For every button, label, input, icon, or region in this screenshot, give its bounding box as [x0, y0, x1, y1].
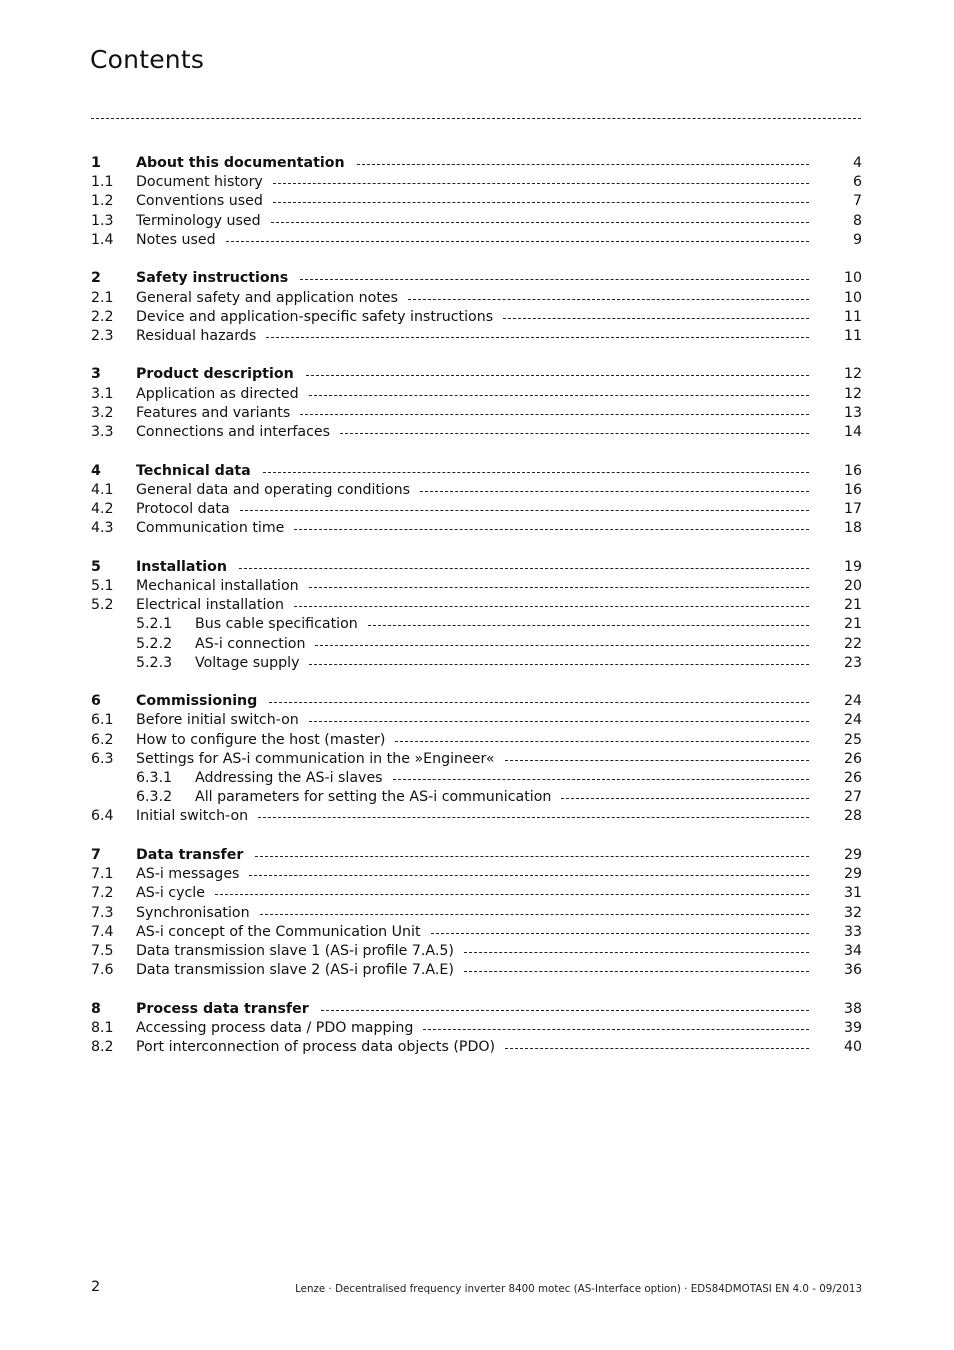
- toc-entry-number: 6.1: [91, 712, 114, 729]
- toc-entry-number: 7.2: [91, 885, 114, 902]
- toc-entry-title-wrap: [136, 1019, 809, 1038]
- toc-dashed-leader: [294, 606, 809, 607]
- toc-dashed-leader: [273, 202, 809, 203]
- toc-dashed-leader: [260, 914, 809, 915]
- toc-dashed-leader: [271, 222, 809, 223]
- toc-entry-title-wrap: [136, 327, 809, 346]
- title-dashed-rule: [91, 118, 861, 119]
- toc-entry-number: 5.1: [91, 577, 114, 594]
- toc-entry-title: Notes used: [136, 231, 216, 248]
- toc-entry-page: 11: [843, 308, 862, 325]
- toc-entry-number: 4.1: [91, 481, 114, 498]
- toc-entry[interactable]: [91, 711, 862, 730]
- toc-dashed-leader: [226, 241, 809, 242]
- toc-entry-page: 13: [843, 404, 862, 421]
- toc-entry-page: 6: [852, 174, 862, 191]
- toc-entry-number: 6.4: [91, 808, 114, 825]
- toc-dashed-leader: [321, 1010, 809, 1011]
- toc-dashed-leader: [269, 702, 809, 703]
- toc-dashed-leader: [300, 414, 809, 415]
- toc-entry-title: Conventions used: [136, 193, 263, 210]
- toc-dashed-leader: [306, 375, 809, 376]
- toc-dashed-leader: [464, 971, 809, 972]
- toc-entry[interactable]: [91, 961, 862, 980]
- toc-entry[interactable]: [91, 173, 862, 192]
- toc-entry-title-wrap: [136, 173, 809, 192]
- toc-dashed-leader: [505, 1048, 809, 1049]
- toc-entry-title: How to configure the host (master): [136, 731, 386, 748]
- toc-entry-title: Application as directed: [136, 385, 299, 402]
- toc-dashed-leader: [309, 664, 809, 665]
- toc-dashed-leader: [395, 741, 809, 742]
- toc-entry-page: 22: [843, 635, 862, 652]
- toc-dashed-leader: [240, 510, 809, 511]
- toc-dashed-leader: [315, 645, 809, 646]
- toc-entry-title-wrap: [136, 596, 809, 615]
- table-of-contents: [91, 154, 862, 1057]
- toc-entry-title: Product description: [136, 366, 294, 383]
- toc-entry-title-wrap: [136, 192, 809, 211]
- toc-entry-page: 26: [843, 750, 862, 767]
- toc-entry[interactable]: [91, 942, 862, 961]
- toc-entry-page: 33: [843, 923, 862, 940]
- toc-entry[interactable]: [91, 769, 862, 788]
- toc-entry-page: 39: [843, 1019, 862, 1036]
- toc-entry-title-wrap: [136, 846, 809, 865]
- toc-entry-number: 6.3.2: [136, 789, 173, 806]
- toc-dashed-leader: [255, 856, 809, 857]
- toc-entry-number: 2.3: [91, 327, 114, 344]
- toc-dashed-leader: [215, 894, 809, 895]
- toc-entry-title: General safety and application notes: [136, 289, 399, 306]
- toc-entry-title-wrap: [136, 1000, 809, 1019]
- toc-dashed-leader: [408, 299, 809, 300]
- toc-entry[interactable]: [91, 481, 862, 500]
- toc-dashed-leader: [266, 337, 809, 338]
- footer-text: Lenze · Decentralised frequency inverter 8400 motec (AS-Interface option) · EDS84DMOTASI EN 4.0 - 09/2013: [295, 1283, 862, 1295]
- toc-entry-title: Addressing the AS-i slaves: [195, 770, 383, 787]
- toc-entry-page: 40: [843, 1039, 862, 1056]
- page-title: Contents: [90, 44, 205, 74]
- toc-entry-number: 7: [91, 846, 101, 863]
- toc-entry[interactable]: [91, 904, 862, 923]
- toc-entry-page: 12: [843, 385, 862, 402]
- toc-entry-number: 3.3: [91, 424, 114, 441]
- toc-entry-title: Settings for AS-i communication in the »Engineer«: [136, 750, 495, 767]
- toc-entry-title: Accessing process data / PDO mapping: [136, 1019, 414, 1036]
- toc-entry-title: All parameters for setting the AS-i communication: [195, 789, 552, 806]
- toc-entry-page: 36: [843, 962, 862, 979]
- toc-entry-title-wrap: [136, 904, 809, 923]
- toc-entry-title-wrap: [136, 462, 809, 481]
- toc-entry-title-wrap: [136, 711, 809, 730]
- toc-entry-title: About this documentation: [136, 155, 345, 171]
- toc-entry-number: 3.1: [91, 385, 114, 402]
- toc-dashed-leader: [420, 491, 809, 492]
- toc-chapter-entry[interactable]: [91, 154, 862, 173]
- toc-dashed-leader: [561, 798, 809, 799]
- toc-entry[interactable]: [91, 884, 862, 903]
- toc-entry[interactable]: [91, 423, 862, 442]
- toc-entry-number: 2.2: [91, 308, 114, 325]
- toc-entry-title: Process data transfer: [136, 1000, 309, 1017]
- toc-entry-number: 5.2.2: [136, 635, 173, 652]
- toc-entry[interactable]: [91, 750, 862, 769]
- toc-entry-number: 2: [91, 270, 101, 287]
- toc-entry-number: 4: [91, 462, 101, 479]
- toc-dashed-leader: [258, 817, 809, 818]
- toc-chapter-entry[interactable]: [91, 1000, 862, 1019]
- toc-entry-title: Port interconnection of process data objects (PDO): [136, 1039, 496, 1056]
- toc-entry-title-wrap: [136, 154, 809, 173]
- toc-entry-title-wrap: [195, 635, 809, 654]
- toc-entry-title: Data transmission slave 2 (AS-i profile 7.A.E): [136, 962, 454, 979]
- toc-entry-number: 1: [91, 155, 101, 171]
- toc-entry-title-wrap: [136, 385, 809, 404]
- toc-entry[interactable]: [91, 615, 862, 634]
- toc-entry-title-wrap: [136, 519, 809, 538]
- toc-dashed-leader: [393, 779, 809, 780]
- toc-entry-title-wrap: [136, 269, 809, 288]
- toc-entry-title-wrap: [195, 788, 809, 807]
- toc-entry[interactable]: [91, 654, 862, 673]
- toc-dashed-leader: [503, 318, 809, 319]
- toc-entry-number: 3: [91, 366, 101, 383]
- toc-chapter-entry[interactable]: [91, 558, 862, 577]
- toc-entry-number: 5: [91, 558, 101, 575]
- toc-entry-page: 17: [843, 500, 862, 517]
- toc-entry-title: Terminology used: [136, 212, 261, 229]
- toc-entry-number: 8: [91, 1000, 101, 1017]
- toc-dashed-leader: [263, 472, 809, 473]
- toc-entry-page: 9: [852, 231, 862, 248]
- toc-chapter-entry[interactable]: [91, 462, 862, 481]
- toc-entry-number: 1.4: [91, 231, 114, 248]
- toc-dashed-leader: [357, 164, 809, 165]
- toc-entry-title: Protocol data: [136, 500, 230, 517]
- toc-entry-page: 16: [843, 462, 862, 479]
- toc-entry-page: 23: [843, 654, 862, 671]
- toc-entry-title-wrap: [136, 865, 809, 884]
- toc-entry[interactable]: [91, 596, 862, 615]
- toc-entry[interactable]: [91, 231, 862, 250]
- toc-entry-title: AS-i connection: [195, 635, 306, 652]
- toc-entry-page: 4: [852, 155, 862, 171]
- toc-entry-page: 29: [843, 846, 862, 863]
- toc-entry-page: 20: [843, 577, 862, 594]
- toc-entry-number: 8.1: [91, 1019, 114, 1036]
- toc-entry-title-wrap: [136, 1038, 809, 1057]
- toc-dashed-leader: [300, 279, 809, 280]
- toc-dashed-leader: [368, 625, 809, 626]
- toc-entry[interactable]: [91, 500, 862, 519]
- toc-entry-title-wrap: [136, 692, 809, 711]
- toc-entry-title: Technical data: [136, 462, 251, 479]
- toc-entry-number: 7.5: [91, 942, 114, 959]
- toc-entry[interactable]: [91, 577, 862, 596]
- toc-entry-title: Document history: [136, 174, 263, 191]
- toc-entry-page: 24: [843, 712, 862, 729]
- toc-dashed-leader: [309, 721, 809, 722]
- toc-entry-title: Before initial switch-on: [136, 712, 299, 729]
- toc-entry-title-wrap: [136, 500, 809, 519]
- toc-entry-title: Features and variants: [136, 404, 291, 421]
- toc-entry-page: 10: [843, 270, 862, 287]
- page-number: 2: [91, 1279, 101, 1295]
- toc-entry-number: 1.1: [91, 174, 114, 191]
- toc-entry-title-wrap: [136, 577, 809, 596]
- toc-entry[interactable]: [91, 807, 862, 826]
- toc-entry-number: 4.3: [91, 520, 114, 537]
- toc-entry-number: 5.2: [91, 597, 114, 614]
- toc-chapter-entry[interactable]: [91, 846, 862, 865]
- toc-entry-title: AS-i messages: [136, 866, 240, 883]
- toc-entry-page: 31: [843, 885, 862, 902]
- toc-entry-number: 7.3: [91, 904, 114, 921]
- toc-entry-page: 8: [852, 212, 862, 229]
- toc-entry-title: Connections and interfaces: [136, 424, 331, 441]
- toc-dashed-leader: [249, 875, 809, 876]
- toc-entry-number: 6.2: [91, 731, 114, 748]
- toc-entry-number: 3.2: [91, 404, 114, 421]
- toc-entry[interactable]: [91, 519, 862, 538]
- toc-entry-number: 6.3: [91, 750, 114, 767]
- toc-entry-page: 11: [843, 327, 862, 344]
- toc-entry-title: Data transfer: [136, 846, 244, 863]
- toc-entry-number: 5.2.1: [136, 616, 173, 633]
- toc-entry-title-wrap: [195, 769, 809, 788]
- toc-dashed-leader: [431, 933, 809, 934]
- toc-entry-title: Electrical installation: [136, 597, 285, 614]
- toc-entry[interactable]: [91, 192, 862, 211]
- toc-entry[interactable]: [91, 635, 862, 654]
- toc-entry-title-wrap: [136, 423, 809, 442]
- toc-entry-page: 26: [843, 770, 862, 787]
- toc-entry-page: 34: [843, 942, 862, 959]
- toc-entry-title: Initial switch-on: [136, 808, 249, 825]
- toc-entry-title-wrap: [136, 308, 809, 327]
- toc-entry-title-wrap: [136, 750, 809, 769]
- toc-dashed-leader: [273, 183, 809, 184]
- toc-entry-title: Bus cable specification: [195, 616, 358, 633]
- toc-entry[interactable]: [91, 923, 862, 942]
- toc-entry-page: 16: [843, 481, 862, 498]
- toc-entry-title-wrap: [136, 961, 809, 980]
- toc-chapter-entry[interactable]: [91, 269, 862, 288]
- toc-entry-number: 4.2: [91, 500, 114, 517]
- toc-entry-page: 29: [843, 866, 862, 883]
- toc-chapter-entry[interactable]: [91, 692, 862, 711]
- toc-entry-page: 32: [843, 904, 862, 921]
- toc-dashed-leader: [505, 760, 809, 761]
- toc-entry-title: AS-i cycle: [136, 885, 205, 902]
- toc-entry-page: 10: [843, 289, 862, 306]
- toc-entry[interactable]: [91, 865, 862, 884]
- toc-entry-title-wrap: [136, 365, 809, 384]
- toc-entry-number: 7.1: [91, 866, 114, 883]
- toc-entry-title-wrap: [136, 884, 809, 903]
- toc-entry-number: 7.4: [91, 923, 114, 940]
- toc-dashed-leader: [309, 587, 809, 588]
- toc-entry-number: 6: [91, 693, 101, 710]
- toc-entry-page: 27: [843, 789, 862, 806]
- toc-entry[interactable]: [91, 289, 862, 308]
- toc-entry[interactable]: [91, 731, 862, 750]
- toc-entry-page: 18: [843, 520, 862, 537]
- toc-entry-number: 1.3: [91, 212, 114, 229]
- toc-entry[interactable]: [91, 1019, 862, 1038]
- toc-entry-title-wrap: [195, 654, 809, 673]
- toc-dashed-leader: [309, 395, 809, 396]
- toc-entry-number: 7.6: [91, 962, 114, 979]
- toc-entry-title: Synchronisation: [136, 904, 250, 921]
- toc-entry-page: 19: [843, 558, 862, 575]
- toc-entry-title-wrap: [136, 731, 809, 750]
- toc-entry-page: 14: [843, 424, 862, 441]
- toc-entry-title: Device and application-specific safety instructions: [136, 308, 494, 325]
- toc-entry-title-wrap: [136, 807, 809, 826]
- toc-entry-title-wrap: [136, 481, 809, 500]
- toc-entry-page: 12: [843, 366, 862, 383]
- toc-entry-page: 38: [843, 1000, 862, 1017]
- toc-entry-page: 7: [852, 193, 862, 210]
- toc-entry-title: Commissioning: [136, 693, 258, 710]
- toc-dashed-leader: [464, 952, 809, 953]
- toc-entry-title-wrap: [136, 212, 809, 231]
- toc-entry-title: Communication time: [136, 520, 285, 537]
- toc-entry-title: Safety instructions: [136, 270, 289, 287]
- toc-chapter-entry[interactable]: [91, 365, 862, 384]
- toc-entry-page: 24: [843, 693, 862, 710]
- toc-entry[interactable]: [91, 404, 862, 423]
- toc-entry-title-wrap: [136, 289, 809, 308]
- toc-entry-page: 21: [843, 616, 862, 633]
- toc-entry-title: Mechanical installation: [136, 577, 299, 594]
- toc-dashed-leader: [423, 1029, 809, 1030]
- toc-entry-page: 21: [843, 597, 862, 614]
- toc-entry[interactable]: [91, 327, 862, 346]
- toc-entry-number: 2.1: [91, 289, 114, 306]
- toc-entry-page: 28: [843, 808, 862, 825]
- toc-entry-title: Voltage supply: [195, 654, 300, 671]
- toc-entry-number: 5.2.3: [136, 654, 173, 671]
- toc-dashed-leader: [239, 568, 809, 569]
- toc-entry-title: Installation: [136, 558, 227, 575]
- toc-entry[interactable]: [91, 1038, 862, 1057]
- toc-entry-number: 1.2: [91, 193, 114, 210]
- toc-entry-title-wrap: [136, 558, 809, 577]
- toc-entry[interactable]: [91, 788, 862, 807]
- toc-entry-title: AS-i concept of the Communication Unit: [136, 923, 421, 940]
- toc-entry-title-wrap: [195, 615, 809, 634]
- toc-entry-number: 6.3.1: [136, 770, 173, 787]
- toc-entry[interactable]: [91, 308, 862, 327]
- toc-entry-page: 25: [843, 731, 862, 748]
- toc-dashed-leader: [294, 529, 809, 530]
- toc-entry[interactable]: [91, 212, 862, 231]
- toc-entry-number: 8.2: [91, 1039, 114, 1056]
- toc-entry[interactable]: [91, 385, 862, 404]
- toc-dashed-leader: [340, 433, 809, 434]
- toc-entry-title-wrap: [136, 231, 809, 250]
- toc-entry-title-wrap: [136, 923, 809, 942]
- toc-entry-title: Data transmission slave 1 (AS-i profile 7.A.5): [136, 942, 454, 959]
- toc-entry-title-wrap: [136, 404, 809, 423]
- toc-entry-title: General data and operating conditions: [136, 481, 411, 498]
- toc-entry-title: Residual hazards: [136, 327, 257, 344]
- toc-entry-title-wrap: [136, 942, 809, 961]
